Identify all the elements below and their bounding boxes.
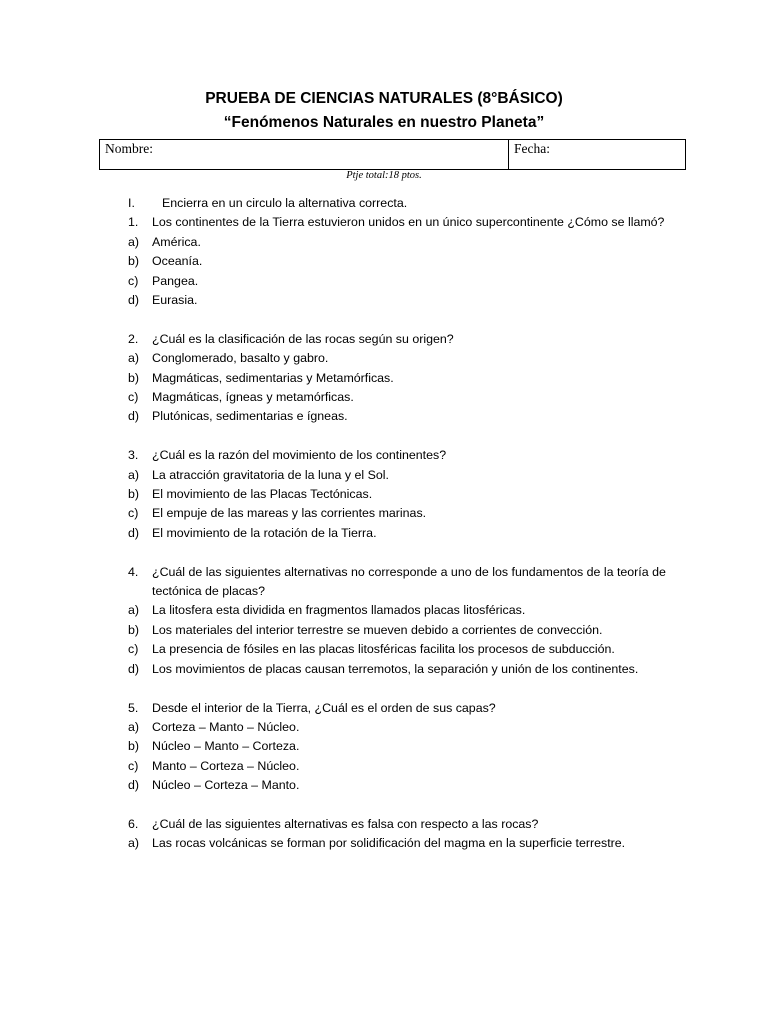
answer-option[interactable] (128, 233, 668, 252)
exam-title: PRUEBA DE CIENCIAS NATURALES (8°BÁSICO) (205, 90, 563, 107)
question-spacer (128, 310, 668, 329)
name-label: Nombre: (105, 141, 153, 156)
question-number: 3. (128, 448, 139, 463)
answer-option[interactable] (128, 776, 668, 795)
option-letter: c) (128, 758, 139, 773)
option-letter: b) (128, 622, 140, 637)
section-instruction-text: Encierra en un circulo la alternativa correcta. (162, 196, 408, 210)
option-letter: a) (128, 351, 140, 366)
question-text: ¿Cuál es la razón del movimiento de los continentes? (152, 448, 447, 463)
option-letter: d) (128, 293, 140, 308)
answer-option[interactable] (128, 718, 668, 737)
answer-option[interactable] (128, 369, 668, 388)
option-text: La atracción gravitatoria de la luna y el Sol. (152, 467, 389, 482)
question-spacer (128, 427, 668, 446)
answer-option[interactable] (128, 660, 668, 679)
answer-option[interactable] (128, 834, 668, 853)
answer-option[interactable] (128, 466, 668, 485)
option-letter: d) (128, 409, 140, 424)
question-number: 6. (128, 816, 139, 831)
option-text: Las rocas volcánicas se forman por solidificación del magma en la superficie terrestre. (152, 836, 626, 851)
question-1 (128, 213, 668, 232)
answer-option[interactable] (128, 485, 668, 504)
answer-option[interactable] (128, 407, 668, 426)
option-text: Corteza – Manto – Núcleo. (152, 719, 300, 734)
option-text: Magmáticas, sedimentarias y Metamórficas. (152, 370, 394, 385)
option-letter: d) (128, 661, 140, 676)
question-spacer (128, 679, 668, 698)
option-letter: c) (128, 642, 139, 657)
option-letter: a) (128, 603, 140, 618)
option-letter: b) (128, 254, 140, 269)
question-list (128, 194, 668, 854)
option-text: Núcleo – Corteza – Manto. (152, 778, 300, 793)
question-text: ¿Cuál de las siguientes alternativas es falsa con respecto a las rocas? (152, 816, 539, 831)
option-letter: c) (128, 273, 139, 288)
answer-option[interactable] (128, 272, 668, 291)
question-2 (128, 330, 668, 349)
question-6 (128, 815, 668, 834)
exam-subtitle: “Fenómenos Naturales en nuestro Planeta” (223, 114, 545, 131)
answer-option[interactable] (128, 524, 668, 543)
option-letter: c) (128, 506, 139, 521)
option-letter: a) (128, 234, 140, 249)
option-letter: d) (128, 778, 140, 793)
answer-option[interactable] (128, 601, 668, 620)
option-letter: c) (128, 390, 139, 405)
answer-option[interactable] (128, 349, 668, 368)
question-text: Los continentes de la Tierra estuvieron unidos en un único supercontinente ¿Cómo se llamó? (152, 215, 665, 230)
option-text: La presencia de fósiles en las placas litosféricas facilita los procesos de subducción. (152, 642, 615, 657)
question-number: 5. (128, 700, 139, 715)
date-field[interactable] (509, 140, 686, 170)
option-letter: b) (128, 487, 140, 502)
option-text: Manto – Corteza – Núcleo. (152, 758, 300, 773)
question-number: 2. (128, 331, 139, 346)
student-info-table (99, 139, 686, 170)
question-number: 1. (128, 215, 139, 230)
question-spacer (128, 543, 668, 562)
question-text: ¿Cuál es la clasificación de las rocas según su origen? (152, 331, 454, 346)
option-text: El movimiento de la rotación de la Tierra. (152, 525, 377, 540)
question-number: 4. (128, 564, 139, 579)
option-text: Los movimientos de placas causan terremotos, la separación y unión de los continentes. (152, 661, 639, 676)
option-text: Pangea. (152, 273, 199, 288)
option-letter: a) (128, 836, 140, 851)
answer-option[interactable] (128, 737, 668, 756)
option-text: La litosfera esta dividida en fragmentos llamados placas litosféricas. (152, 603, 526, 618)
option-text: Núcleo – Manto – Corteza. (152, 739, 300, 754)
name-field[interactable] (100, 140, 509, 170)
answer-option[interactable] (128, 757, 668, 776)
option-text: El empuje de las mareas y las corrientes marinas. (152, 506, 427, 521)
section-number: I. (128, 196, 135, 210)
option-letter: b) (128, 739, 140, 754)
option-text: Conglomerado, basalto y gabro. (152, 351, 329, 366)
answer-option[interactable] (128, 252, 668, 271)
answer-option[interactable] (128, 504, 668, 523)
option-text: América. (152, 234, 201, 249)
option-text: Magmáticas, ígneas y metamórficas. (152, 390, 354, 405)
answer-option[interactable] (128, 291, 668, 310)
option-text: Los materiales del interior terrestre se mueven debido a corrientes de convección. (152, 622, 603, 637)
question-spacer (128, 796, 668, 815)
answer-option[interactable] (128, 388, 668, 407)
answer-option[interactable] (128, 640, 668, 659)
section-instruction (128, 194, 668, 213)
option-letter: b) (128, 370, 140, 385)
question-text: ¿Cuál de las siguientes alternativas no corresponde a uno de los fundamentos de la teoría de tectónica de placas? (152, 564, 666, 599)
option-text: Oceanía. (152, 254, 203, 269)
total-score: Ptje total:18 ptos. (346, 170, 422, 181)
option-letter: a) (128, 467, 140, 482)
question-5 (128, 699, 668, 718)
question-text: Desde el interior de la Tierra, ¿Cuál es el orden de sus capas? (152, 700, 496, 715)
option-letter: d) (128, 525, 140, 540)
option-text: El movimiento de las Placas Tectónicas. (152, 487, 373, 502)
question-3 (128, 446, 668, 465)
date-label: Fecha: (514, 141, 550, 156)
option-text: Plutónicas, sedimentarias e ígneas. (152, 409, 348, 424)
question-4 (128, 563, 668, 602)
answer-option[interactable] (128, 621, 668, 640)
option-text: Eurasia. (152, 293, 198, 308)
option-letter: a) (128, 719, 140, 734)
